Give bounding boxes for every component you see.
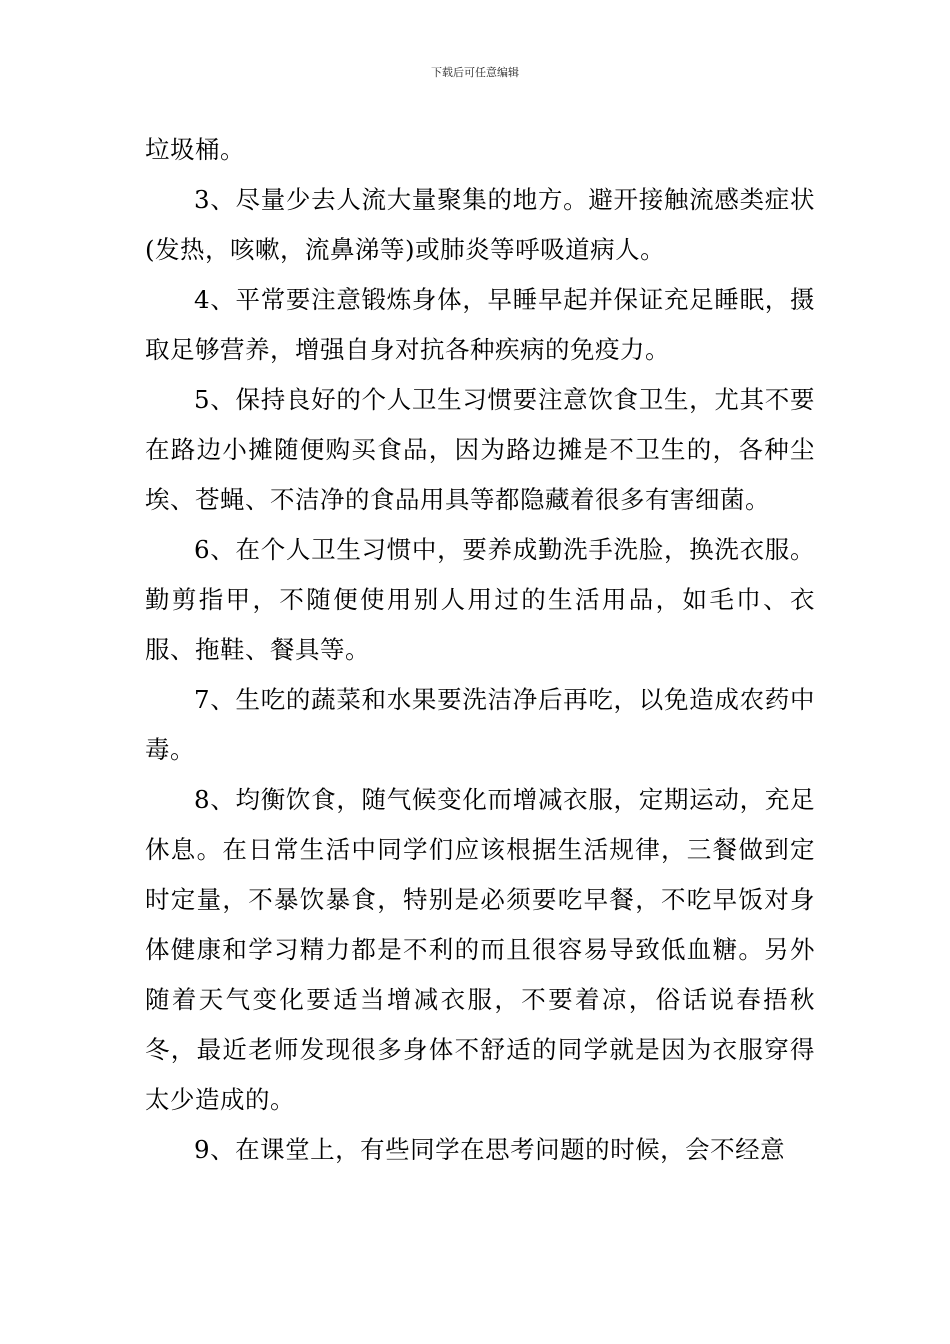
paragraph-continuation: 垃圾桶。 [145,135,245,164]
paragraph-item-4: 4、平常要注意锻炼身体，早睡早起并保证充足睡眠，摄取足够营养，增强自身对抗各种疾病的免疫力。 [145,285,815,364]
paragraph-item-6: 6、在个人卫生习惯中，要养成勤洗手洗脸，换洗衣服。勤剪指甲，不随便使用别人用过的生活用品，如毛巾、衣服、拖鞋、餐具等。 [145,535,815,664]
document-body [145,125,815,1175]
paragraph-item-7: 7、生吃的蔬菜和水果要洗洁净后再吃，以免造成农药中毒。 [145,685,815,764]
paragraph-item-8: 8、均衡饮食，随气候变化而增减衣服，定期运动，充足休息。在日常生活中同学们应该根据生活规律，三餐做到定时定量，不暴饮暴食，特别是必须要吃早餐，不吃早饭对身体健康和学习精力都是不利的而且很容易导致低血糖。另外随着天气变化要适当增减衣服，不要着凉，俗话说春捂秋冬，最近老师发现很多身体不舒适的同学就是因为衣服穿得太少造成的。 [145,785,815,1114]
page-header: 下载后可任意编辑 [431,66,519,79]
paragraph-item-5: 5、保持良好的个人卫生习惯要注意饮食卫生，尤其不要在路边小摊随便购买食品，因为路边摊是不卫生的，各种尘埃、苍蝇、不洁净的食品用具等都隐藏着很多有害细菌。 [145,385,815,514]
paragraph-item-9: 9、在课堂上，有些同学在思考问题的时候，会不经意 [194,1135,786,1164]
paragraph-item-3: 3、尽量少去人流大量聚集的地方。避开接触流感类症状(发热，咳嗽，流鼻涕等)或肺炎等呼吸道病人。 [145,185,815,264]
